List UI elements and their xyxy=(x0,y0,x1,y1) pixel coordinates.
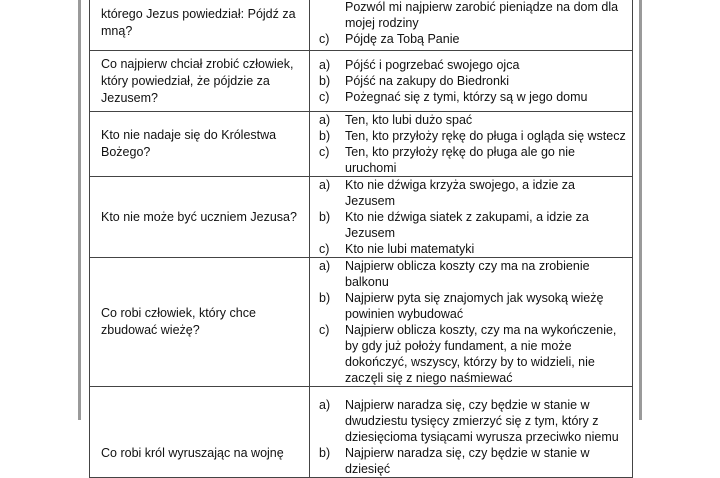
option-text: Ten, kto lubi dużo spać xyxy=(345,113,473,127)
answer-option xyxy=(319,0,626,31)
option-text: Kto nie dźwiga krzyża swojego, a idzie za Jezusem xyxy=(345,178,575,208)
answer-option xyxy=(319,258,626,290)
option-text: Najpierw naradza się, czy będzie w stanie w dziesięć xyxy=(345,446,590,476)
option-text: Najpierw pyta się znajomych jak wysoką wieżę powinien wybudować xyxy=(345,291,604,321)
option-text: Pozwól mi najpierw zarobić pieniądze na dom dla mojej rodziny xyxy=(345,0,619,30)
quiz-table xyxy=(89,0,633,478)
question-cell xyxy=(90,0,310,51)
option-letter: c) xyxy=(319,145,330,159)
answers-cell xyxy=(310,258,633,387)
option-text: Najpierw naradza się, czy będzie w stanie w dwudziestu tysięcy zmierzyć się z tym, który z dziesięcioma tysiącami wyrusza przeciwko niemu xyxy=(345,398,619,444)
option-text: Pójść i pogrzebać swojego ojca xyxy=(345,58,520,72)
option-letter: c) xyxy=(319,31,330,46)
table-row xyxy=(90,387,633,478)
question-text: Kto nie nadaje się do Królestwa Bożego? xyxy=(101,128,277,159)
option-letter: b) xyxy=(319,291,331,305)
answer-option xyxy=(319,241,626,257)
option-letter: a) xyxy=(319,178,331,192)
option-letter: a) xyxy=(319,259,331,273)
option-letter xyxy=(319,0,345,31)
answer-option xyxy=(319,290,626,322)
answers-cell xyxy=(310,0,633,51)
option-letter: a) xyxy=(319,58,331,72)
answer-option xyxy=(319,73,626,89)
option-text: Pożegnać się z tymi, którzy są w jego domu xyxy=(345,90,588,104)
answers-cell xyxy=(310,112,633,177)
question-cell xyxy=(90,387,310,478)
option-text: Kto nie dźwiga siatek z zakupami, a idzie za Jezusem xyxy=(345,210,589,240)
option-letter: c) xyxy=(319,323,330,337)
table-row xyxy=(90,258,633,387)
answer-option xyxy=(319,128,626,144)
option-text: Najpierw oblicza koszty, czy ma na wykończenie, by gdy już położy fundament, a nie może dokończyć, wszyscy, którzy by to widzieli, nie zaczęli się z niego naśmiewać xyxy=(345,323,617,385)
answers-cell xyxy=(310,177,633,258)
table-row xyxy=(90,112,633,177)
answer-option xyxy=(319,144,626,176)
answers-cell xyxy=(310,387,633,478)
question-cell xyxy=(90,177,310,258)
table-row xyxy=(90,0,633,51)
question-text: Co robi król wyruszając na wojnę xyxy=(101,446,284,460)
table-row xyxy=(90,51,633,112)
option-letter: a) xyxy=(319,398,331,412)
option-text: Pójdę za Tobą Panie xyxy=(345,31,460,46)
option-text: Kto nie lubi matematyki xyxy=(345,242,475,256)
answer-option xyxy=(319,177,626,209)
answer-option xyxy=(319,397,626,445)
question-text: Kto nie może być uczniem Jezusa? xyxy=(101,209,297,224)
answers-cell xyxy=(310,51,633,112)
option-letter: b) xyxy=(319,210,331,224)
option-text: Najpierw oblicza koszty czy ma na zrobienie balkonu xyxy=(345,259,590,289)
question-cell xyxy=(90,112,310,177)
answer-option xyxy=(319,31,626,47)
option-text: Ten, kto przyłoży rękę do pługa i ogląda się wstecz xyxy=(345,129,626,143)
document-page xyxy=(78,0,642,476)
option-text: Pójść na zakupy do Biedronki xyxy=(345,74,509,88)
table-row xyxy=(90,177,633,258)
option-letter: b) xyxy=(319,129,331,143)
option-text: Ten, kto przyłoży rękę do pługa ale go nie uruchomi xyxy=(345,145,575,175)
question-text: Co robi człowiek, który chce zbudować wieżę? xyxy=(101,306,256,337)
answer-option xyxy=(319,445,626,477)
answer-option xyxy=(319,89,626,105)
question-cell xyxy=(90,258,310,387)
answer-option xyxy=(319,209,626,241)
question-text: Co najpierw chciał zrobić człowiek, który powiedział, że pójdzie za Jezusem? xyxy=(101,56,294,105)
answer-option xyxy=(319,57,626,73)
question-text: którego Jezus powiedział: Pójdź za mną? xyxy=(101,6,296,38)
answer-option xyxy=(319,112,626,128)
option-letter: c) xyxy=(319,242,330,256)
option-letter: b) xyxy=(319,74,331,88)
answer-option xyxy=(319,322,626,386)
question-cell xyxy=(90,51,310,112)
option-letter: a) xyxy=(319,113,331,127)
option-letter: b) xyxy=(319,446,331,460)
option-letter: c) xyxy=(319,90,330,104)
